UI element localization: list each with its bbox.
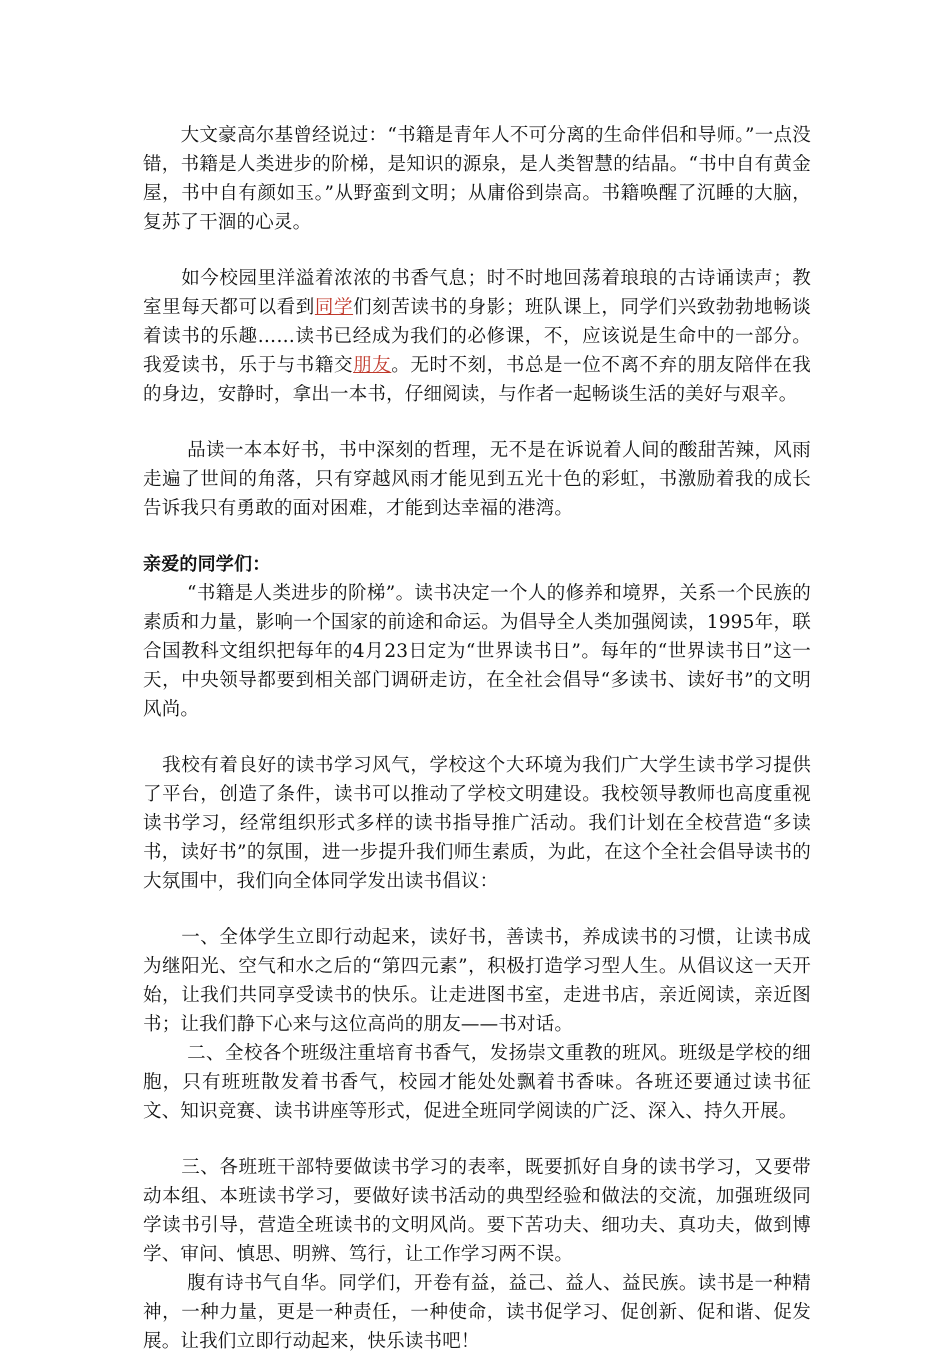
paragraph-school: 我校有着良好的读书学习风气，学校这个大环境为我们广大学生读书学习提供了平台，创造了条件，读书可以推动了学校文明建设。我校领导教师也高度重视读书学习，经常组织形式多样的读书指导推广活动。我们计划在全校营造“多读书，读好书”的氛围，进一步提升我们师生素质，为此，在这个全社会倡导读书的大氛围中，我们向全体同学发出读书倡议： xyxy=(143,755,811,892)
proposal-item-3: 三、各班班干部特要做读书学习的表率，既要抓好自身的读书学习，又要带动本组、本班读书学习，要做好读书活动的典型经验和做法的交流，加强班级同学读书引导，营造全班读书的文明风尚。要下苦功夫、细功夫、真功夫，做到博学、审问、慎思、明辨、笃行，让工作学习两不误。 xyxy=(143,1157,811,1265)
paragraph-closing: 腹有诗书气自华。同学们，开卷有益，益己、益人、益民族。读书是一种精神，一种力量，更是一种责任，一种使命，读书促学习、促创新、促和谐、促发展。让我们立即行动起来，快乐读书吧！ xyxy=(143,1273,811,1352)
paragraph-campus-text-a: 如今校园里洋溢着浓浓的书香气息；时不时地回荡着琅琅的古诗诵读声；教室里每天都可以看到 xyxy=(143,268,811,318)
document-body xyxy=(143,121,811,1356)
paragraph-campus-text-b: 们刻苦读书的身影；班队课上，同学们兴致勃勃地畅谈着读书的乐趣……读书已经成为我们的必修课，不，应该说是生命中的一部分。我爱读书，乐于与书籍交 xyxy=(143,297,811,376)
proposal-item-2: 二、全校各个班级注重培育书香气，发扬崇文重教的班风。班级是学校的细胞，只有班班散发着书香气，校园才能处处飘着书香味。各班还要通过读书征文、知识竞赛、读书讲座等形式，促进全班同学阅读的广泛、深入、持久开展。 xyxy=(143,1043,811,1122)
paragraph-intro: 大文豪高尔基曾经说过：“书籍是青年人不可分离的生命伴侣和导师。”一点没错，书籍是人类进步的阶梯，是知识的源泉，是人类智慧的结晶。“书中自有黄金屋，书中自有颜如玉。”从野蛮到文明；从庸俗到崇高。书籍唤醒了沉睡的大脑，复苏了干涸的心灵。 xyxy=(143,125,811,233)
salutation-heading: 亲爱的同学们： xyxy=(143,554,271,575)
paragraph-campus xyxy=(143,264,811,409)
link-friends[interactable]: 朋友 xyxy=(353,355,392,376)
paragraph-reading: 品读一本本好书，书中深刻的哲理，无不是在诉说着人间的酸甜苦辣，风雨走遍了世间的角落，只有穿越风雨才能见到五光十色的彩虹，书激励着我的成长告诉我只有勇敢的面对困难，才能到达幸福的港湾。 xyxy=(143,440,811,519)
paragraph-campus-text-c: 。无时不刻，书总是一位不离不弃的朋友陪伴在我的身边，安静时，拿出一本书，仔细阅读，与作者一起畅谈生活的美好与艰辛。 xyxy=(143,355,812,405)
link-classmates[interactable]: 同学 xyxy=(314,297,354,318)
paragraph-world-book-day: “书籍是人类进步的阶梯”。读书决定一个人的修养和境界，关系一个民族的素质和力量，影响一个国家的前途和命运。为倡导全人类加强阅读，1995年，联合国教科文组织把每年的4月23日定为“世界读书日”。每年的“世界读书日”这一天，中央领导都要到相关部门调研走访，在全社会倡导“多读书、读好书”的文明风尚。 xyxy=(143,583,811,720)
proposal-item-1: 一、全体学生立即行动起来，读好书，善读书，养成读书的习惯，让读书成为继阳光、空气和水之后的“第四元素”，积极打造学习型人生。从倡议这一天开始，让我们共同享受读书的快乐。让走进图书室，走进书店，亲近阅读，亲近图书；让我们静下心来与这位高尚的朋友——书对话。 xyxy=(143,927,811,1035)
